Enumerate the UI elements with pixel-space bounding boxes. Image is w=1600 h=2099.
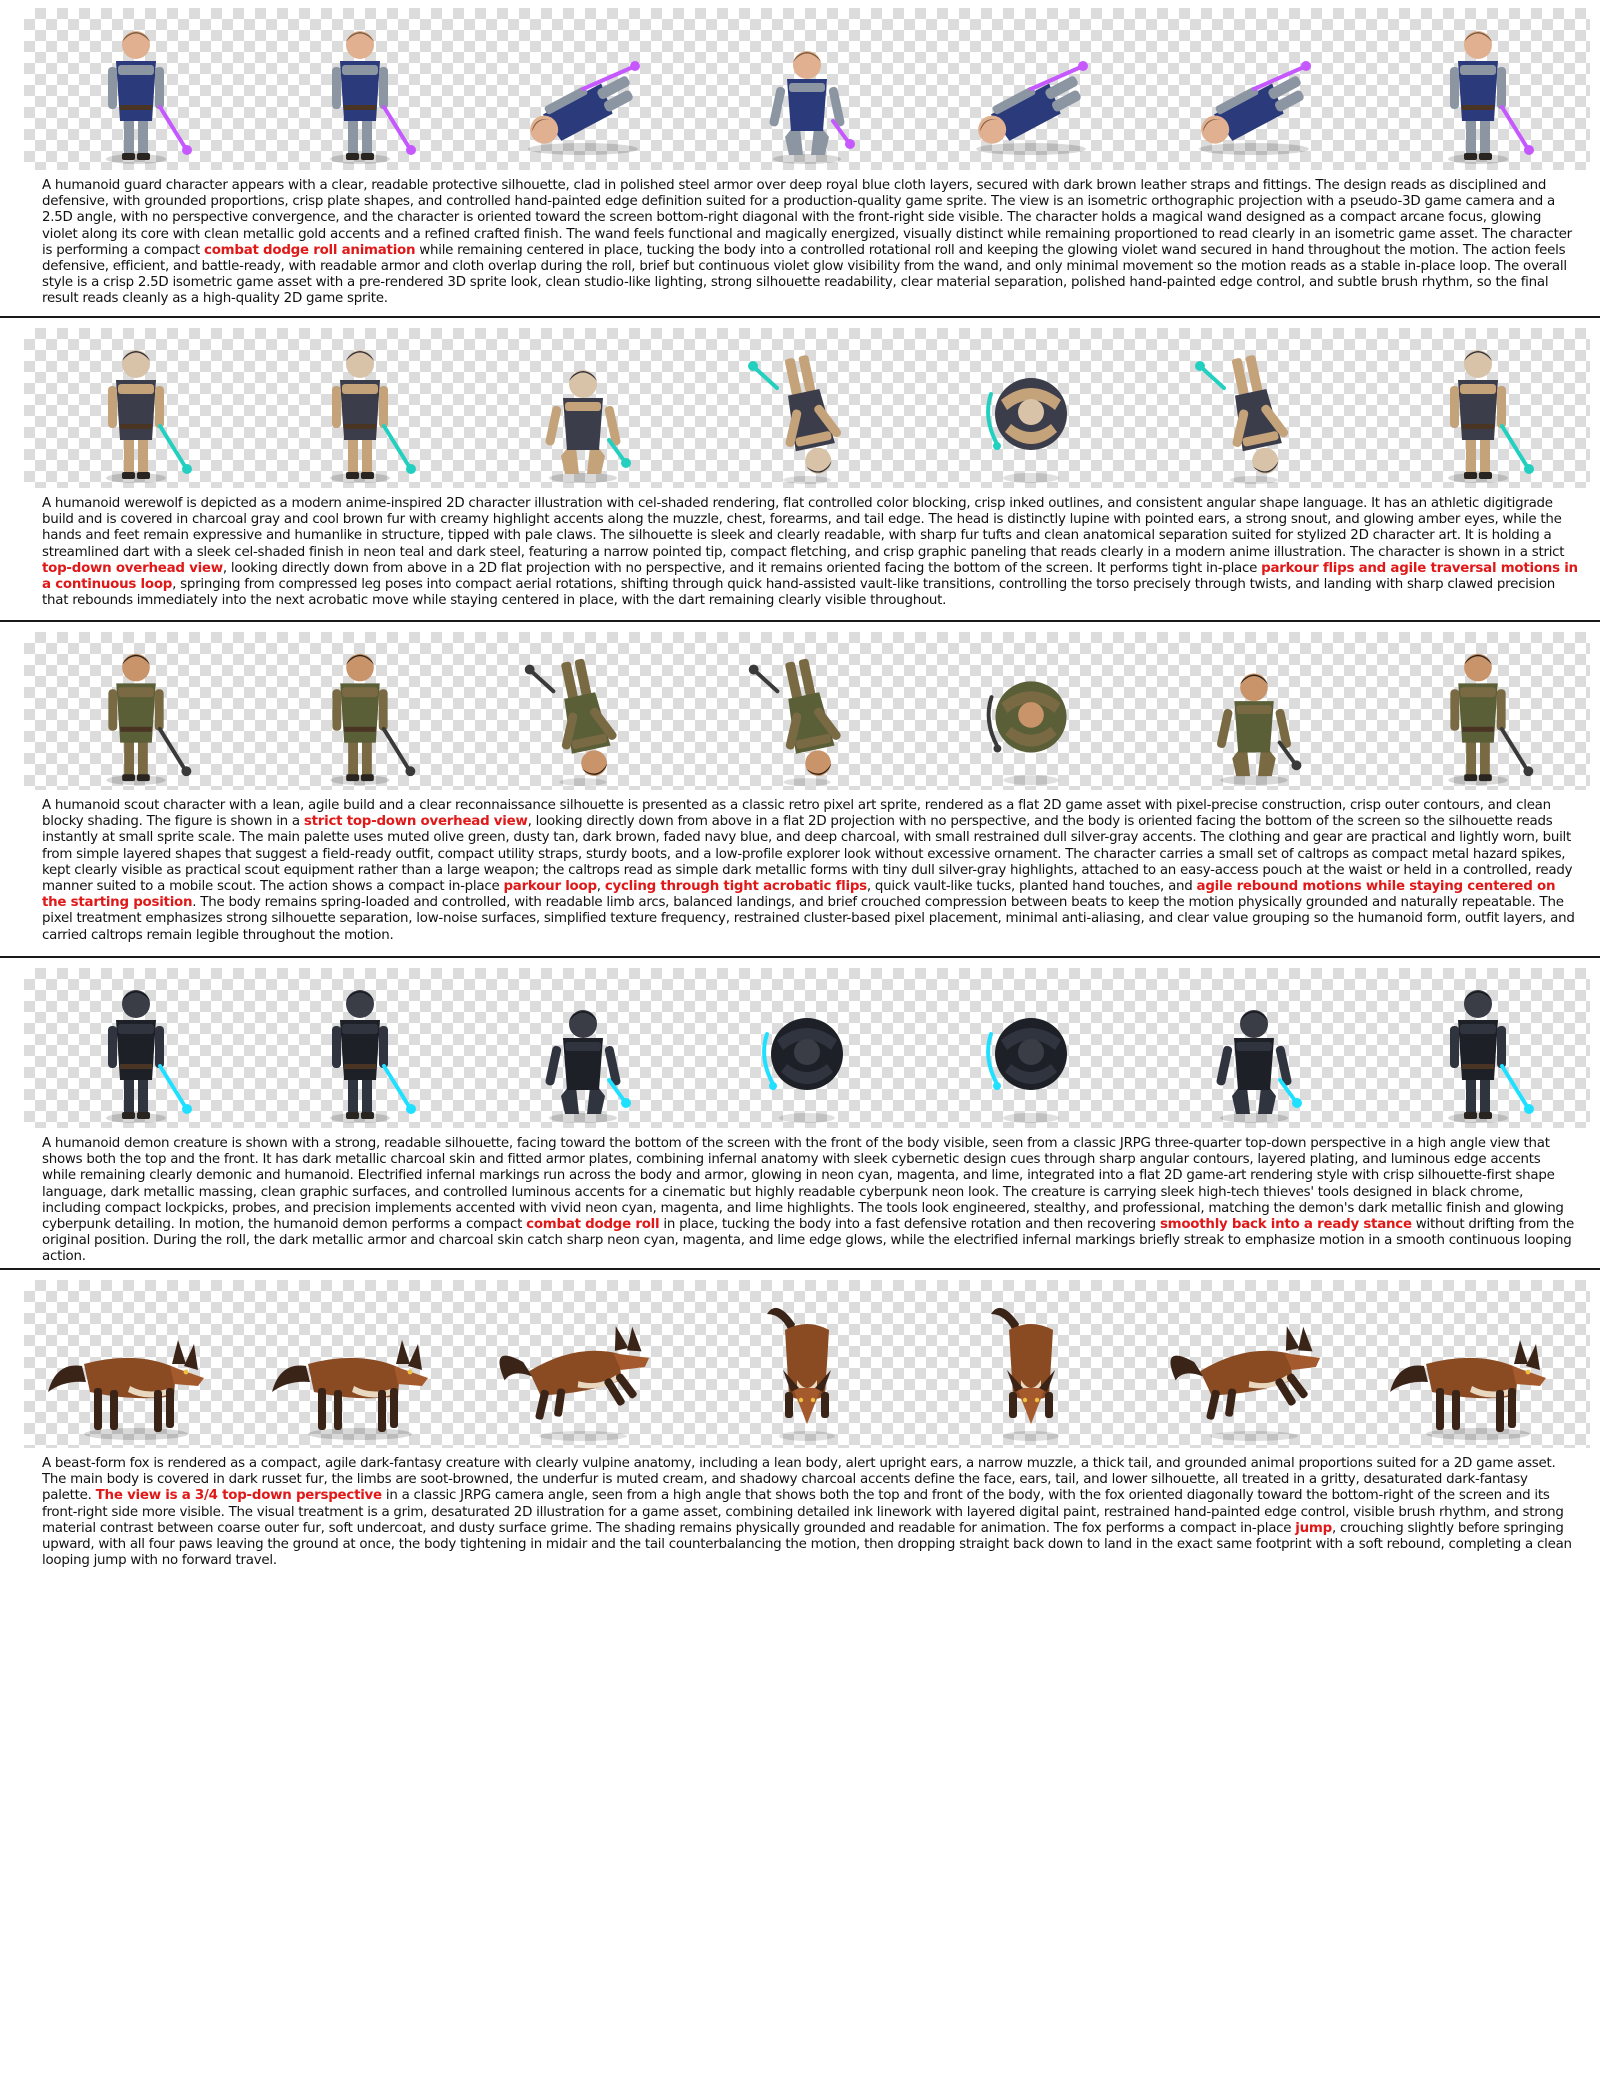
demon-sprite-icon xyxy=(36,968,236,1128)
sprite-frame xyxy=(36,8,236,170)
fox-sprite-icon xyxy=(483,1280,683,1448)
werewolf-sprite-icon xyxy=(483,328,683,488)
highlighted-text: agile rebound motions while staying centered on the starting position xyxy=(42,879,1556,911)
sprite-frame xyxy=(483,1280,683,1448)
werewolf-sprite-icon xyxy=(1378,328,1578,488)
guard-sprite-icon xyxy=(36,8,236,170)
guard-sprite-icon xyxy=(483,8,683,170)
sprite-strip-fox xyxy=(24,1280,1590,1448)
sprite-frame xyxy=(36,1280,236,1448)
guard-sprite-icon xyxy=(931,8,1131,170)
sprite-frame xyxy=(483,8,683,170)
description-text: , crouching slightly before springing upward, with all four paws leaving the ground at once, the body tightening in midair and the tail counterbalancing the motion, then dropping straight back down to land in the exact same footprint with a soft rebound, completing a clean looping jump with no forward travel. xyxy=(42,1520,1572,1569)
description-text: A humanoid werewolf is depicted as a modern anime-inspired 2D character illustration with cel-shaded rendering, flat controlled color blocking, crisp inked outlines, and consistent angular shape language. It has an athletic digitigrade build and is covered in charcoal gray and cool brown fur with creamy highlight accents along the muzzle, chest, forearms, and tail edge. The head is distinctly lupine with pointed ears, a strong snout, and glowing amber eyes, while the hands and feet remain expressive and humanlike in structure, tipped with pale claws. The silhouette is sleek and clearly readable, with sharp fur tufts and clean anatomical separation suited for stylized 2D character art. It is holding a streamlined dart with a sleek cel-shaded finish in neon teal and dark steel, featuring a narrow pointed tip, compact fletching, and crisp graphic paneling that reads clearly in a modern anime illustration. The character is shown in a strict xyxy=(42,496,1565,560)
sprite-frame xyxy=(707,968,907,1128)
sprite-frame xyxy=(1154,632,1354,790)
sprite-frame xyxy=(1378,328,1578,488)
sprite-strip-guard xyxy=(24,8,1590,170)
sprite-frame xyxy=(931,632,1131,790)
description-guard xyxy=(42,178,1578,308)
sprite-frame xyxy=(483,968,683,1128)
sprite-strip-werewolf xyxy=(24,328,1590,488)
sprite-frame xyxy=(931,8,1131,170)
sprite-frame xyxy=(36,968,236,1128)
sprite-frame xyxy=(1154,1280,1354,1448)
highlighted-text: combat dodge roll animation xyxy=(204,242,416,258)
description-text: , xyxy=(596,879,605,895)
scout-sprite-icon xyxy=(1154,632,1354,790)
description-text: in place, tucking the body into a fast defensive rotation and then recovering xyxy=(659,1217,1160,1233)
highlighted-text: combat dodge roll xyxy=(526,1217,660,1233)
guard-sprite-icon xyxy=(260,8,460,170)
panel-scout xyxy=(0,624,1600,958)
sprite-frame xyxy=(260,328,460,488)
sprite-frame xyxy=(707,1280,907,1448)
sprite-frame xyxy=(260,1280,460,1448)
scout-sprite-icon xyxy=(483,632,683,790)
description-text: , looking directly down from above in a 2D flat projection with no perspective, and it remains oriented facing the bottom of the screen. It performs tight in-place xyxy=(222,560,1262,576)
highlighted-text: smoothly back into a ready stance xyxy=(1159,1217,1412,1233)
sprite-frame xyxy=(931,328,1131,488)
description-scout xyxy=(42,798,1578,944)
sprite-frame xyxy=(707,328,907,488)
sprite-frame xyxy=(707,8,907,170)
description-text: A beast-form fox is rendered as a compact, agile dark-fantasy creature with clearly vulpine anatomy, including a lean body, alert upright ears, a narrow muzzle, a thick tail, and grounded animal proportions suited for a 2D game asset. The main body is covered in dark russet fur, the limbs are soot-browned, the underfur is muted cream, and shadowy charcoal accents define the face, ears, tail, and lower silhouette, all treated in a gritty, desaturated dark-fantasy palette. xyxy=(42,1456,1556,1504)
sprite-frame xyxy=(1378,632,1578,790)
sprite-frame xyxy=(1378,1280,1578,1448)
fox-sprite-icon xyxy=(36,1280,236,1448)
demon-sprite-icon xyxy=(260,968,460,1128)
sprite-strip-demon xyxy=(24,968,1590,1128)
sprite-frame xyxy=(36,328,236,488)
demon-sprite-icon xyxy=(707,968,907,1128)
description-text: . The body remains spring-loaded and controlled, with readable limb arcs, balanced landings, and brief crouched compression between beats to keep the motion physically grounded and naturally repeatable. The pixel treatment emphasizes strong silhouette separation, low-noise surfaces, simplified texture frequency, restrained cluster-based pixel placement, minimal anti-aliasing, and clear value grouping so the humanoid form, outfit layers, and carried caltrops remain legible throughout the motion. xyxy=(42,895,1575,943)
scout-sprite-icon xyxy=(260,632,460,790)
fox-sprite-icon xyxy=(1154,1280,1354,1448)
scout-sprite-icon xyxy=(707,632,907,790)
scout-sprite-icon xyxy=(931,632,1131,790)
werewolf-sprite-icon xyxy=(260,328,460,488)
highlighted-text: parkour flips and agile traversal motions in a continuous loop xyxy=(42,560,1578,593)
description-text: while remaining centered in place, tucking the body into a controlled rotational roll and keeping the glowing violet wand secured in hand throughout the motion. The action feels defensive, efficient, and battle-ready, with readable armor and cloth overlap during the roll, brief but continuous violet glow visibility from the wand, and only minimal movement so the motion reads as a stable in-place loop. The overall style is a crisp 2.5D isometric game asset with a pre-rendered 3D sprite look, clean studio-like lighting, strong silhouette readability, clear material separation, polished hand-painted edge control, and subtle brush rhythm, so the final result reads cleanly as a high-quality 2D game sprite. xyxy=(42,242,1567,307)
sprite-strip-scout xyxy=(24,632,1590,790)
description-text: A humanoid demon creature is shown with a strong, readable silhouette, facing toward the bottom of the screen with the front of the body visible, seen from a classic JRPG three-quarter top-down perspective in a high angle view that shows both the top and the front. It has dark metallic charcoal skin and fitted armor plates, combining infernal anatomy with sleek cybernetic design cues through sharp angular contours, layered plating, and luminous edge accents while remaining clearly demonic and humanoid. Electrified infernal markings run across the body and armor, glowing in neon cyan, magenta, and lime, integrated into a flat 2D game-art rendering style with crisp silhouette-first shape language, dark metallic massing, clean graphic surfaces, and controlled luminous accents for a cinematic but highly readable cyberpunk neon look. The creature is carrying sleek high-tech thieves' tools designed in black chrome, including compact lockpicks, probes, and precision implements accented with vivid neon cyan, magenta, and lime highlights. The tools look engineered, stealthy, and professional, matching the demon's dark metallic finish and glowing cyberpunk detailing. In motion, the humanoid demon performs a compact xyxy=(42,1136,1564,1233)
sprite-frame xyxy=(1378,968,1578,1128)
guard-sprite-icon xyxy=(1378,8,1578,170)
fox-sprite-icon xyxy=(707,1280,907,1448)
demon-sprite-icon xyxy=(1154,968,1354,1128)
description-fox xyxy=(42,1456,1578,1569)
sprite-frame xyxy=(931,968,1131,1128)
demon-sprite-icon xyxy=(931,968,1131,1128)
guard-sprite-icon xyxy=(707,8,907,170)
panel-demon xyxy=(0,960,1600,1270)
description-text: A humanoid guard character appears with a clear, readable protective silhouette, clad in polished steel armor over deep royal blue cloth layers, secured with dark brown leather straps and fittings. The design reads as disciplined and defensive, with grounded proportions, crisp plate shapes, and controlled hand-painted edge definition suited for a production-quality game sprite. The view is an isometric orthographic projection with a pseudo-3D game camera and a 2.5D angle, with no perspective convergence, and the character is oriented toward the screen bottom-right diagonal with the front-right side visible. The character holds a magical wand designed as a compact arcane focus, glowing violet along its core with clean metallic gold accents and a refined crafted finish. The wand feels functional and magically energized, visually distinct while remaining proportioned to read clearly in an isometric game asset. The character is performing a compact xyxy=(42,178,1572,258)
description-text: without drifting from the original position. During the roll, the dark metallic armor and charcoal skin catch sharp neon cyan, magenta, and lime edge glows, while the electrified infernal markings briefly streak to emphasize motion in a smooth continuous looping action. xyxy=(42,1217,1574,1265)
sprite-frame xyxy=(483,328,683,488)
description-text: , looking directly down from above in a flat 2D projection with no perspective, and the body is oriented facing the bottom of the screen so the silhouette reads instantly at small sprite scale. The main palette uses muted olive green, dusty tan, dark brown, faded navy blue, and deep charcoal, with small restrained dull silver-gray accents. The clothing and gear are practical and lightly worn, built from simple layered shapes that suggest a field-ready outfit, compact utility straps, sturdy boots, and a low-profile explorer look without excessive ornament. The character carries a small set of caltrops as compact metal hazard spikes, kept clearly visible as practical scout equipment rather than a large weapon; the caltrops read as simple dark metallic forms with tiny dull silver-gray highlights, attached to an easy-access pouch at the waist or held in a controlled, ready manner suited to a mobile scout. The action shows a compact in-place xyxy=(42,814,1573,895)
sprite-frame xyxy=(707,632,907,790)
highlighted-text: cycling through tight acrobatic flips xyxy=(604,879,867,895)
highlighted-text: jump xyxy=(1295,1520,1332,1536)
highlighted-text: strict top-down overhead view xyxy=(303,814,528,830)
sprite-frame xyxy=(1154,8,1354,170)
sprite-frame xyxy=(36,632,236,790)
sprite-frame xyxy=(483,632,683,790)
panel-fox xyxy=(0,1272,1600,2099)
werewolf-sprite-icon xyxy=(707,328,907,488)
scout-sprite-icon xyxy=(1378,632,1578,790)
description-text: , quick vault-like tucks, planted hand touches, and xyxy=(866,879,1197,895)
werewolf-sprite-icon xyxy=(36,328,236,488)
description-text: , springing from compressed leg poses into compact aerial rotations, shifting through quick hand-assisted vault-like transitions, controlling the torso precisely through twists, and landing with sharp clawed precision that rebounds immediately into the next acrobatic move while staying centered in place, with the dart remaining clearly visible throughout. xyxy=(42,577,1556,609)
description-werewolf xyxy=(42,496,1578,609)
description-text: in a classic JRPG camera angle, seen from a high angle that shows both the top and front of the body, with the fox oriented diagonally toward the bottom-right of the screen and its front-right side more visible. The visual treatment is a grim, desaturated 2D illustration for a game asset, combining detailed ink linework with layered digital paint, restrained hand-painted edge control, visible brush rhythm, and strong material contrast between coarse outer fur, soft undercoat, and dusty surface grime. The shading remains physically grounded and readable for animation. The fox performs a compact in-place xyxy=(42,1488,1564,1536)
description-text: A humanoid scout character with a lean, agile build and a clear reconnaissance silhouette is presented as a classic retro pixel art sprite, rendered as a flat 2D game asset with pixel-precise construction, crisp outer contours, and clean blocky shading. The figure is shown in a xyxy=(42,798,1551,830)
sprite-frame xyxy=(260,632,460,790)
sprite-frame xyxy=(260,8,460,170)
description-demon xyxy=(42,1136,1578,1266)
sprite-frame xyxy=(1154,328,1354,488)
sprite-frame xyxy=(1154,968,1354,1128)
highlighted-text: The view is a 3/4 top-down perspective xyxy=(95,1488,382,1504)
sprite-frame xyxy=(931,1280,1131,1448)
demon-sprite-icon xyxy=(1378,968,1578,1128)
fox-sprite-icon xyxy=(260,1280,460,1448)
fox-sprite-icon xyxy=(931,1280,1131,1448)
sprite-frame xyxy=(260,968,460,1128)
highlighted-text: parkour loop xyxy=(503,879,597,895)
werewolf-sprite-icon xyxy=(931,328,1131,488)
sprite-frame xyxy=(1378,8,1578,170)
werewolf-sprite-icon xyxy=(1154,328,1354,488)
panel-werewolf xyxy=(0,320,1600,622)
panel-guard xyxy=(0,0,1600,318)
fox-sprite-icon xyxy=(1378,1280,1578,1448)
highlighted-text: top-down overhead view xyxy=(42,560,223,576)
guard-sprite-icon xyxy=(1154,8,1354,170)
scout-sprite-icon xyxy=(36,632,236,790)
demon-sprite-icon xyxy=(483,968,683,1128)
